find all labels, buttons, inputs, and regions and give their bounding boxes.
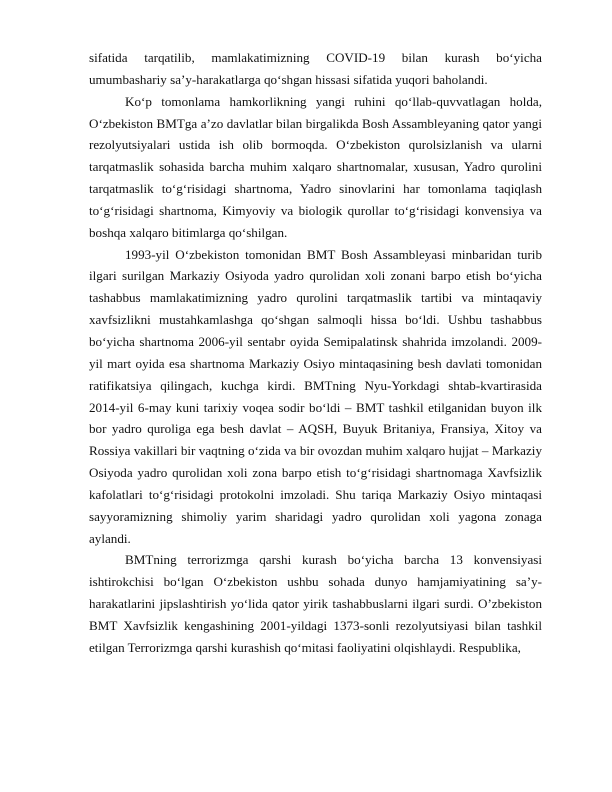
document-body	[89, 47, 542, 659]
paragraph-nuclear-free-zone: 1993-yil O‘zbekiston tomonidan BMT Bosh Assambleyasi minbaridan turib ilgari surilgan Markaziy Osiyoda yadro qurolidan xoli zonani barpo etish bo‘yicha tashabbus mamlakatimizning yadro qurolini tarqatmaslik tartibi va mintaqaviy xavfsizlikni mustahkamlashga qo‘shgan salmoqli hissa bo‘ldi. Ushbu tashabbus bo‘yicha shartnoma 2006-yil sentabr oyida Semipalatinsk shahrida imzolandi. 2009-yil mart oyida esa shartnoma Markaziy Osiyo mintaqasining besh davlati tomonidan ratifikatsiya qilingach, kuchga kirdi. BMTning Nyu-Yorkdagi shtab-kvartirasida 2014-yil 6-may kuni tarixiy voqea sodir bo‘ldi – BMT tashkil etilganidan buyon ilk bor yadro quroliga ega besh davlat – AQSH, Buyuk Britaniya, Fransiya, Xitoy va Rossiya vakillari bir vaqtning o‘zida va bir ovozdan muhim xalqaro hujjat – Markaziy Osiyoda yadro qurolidan xoli zona barpo etish to‘g‘risidagi shartnomaga Xavfsizlik kafolatlari to‘g‘risidagi protokolni imzoladi. Shu tariqa Markaziy Osiyo mintaqasi sayyoramizning shimoliy yarim sharidagi yadro qurolidan xoli yagona zonaga aylandi.	[89, 246, 542, 546]
paragraph-counter-terrorism: BMTning terrorizmga qarshi kurash bo‘yicha barcha 13 konvensiyasi ishtirokchisi bo‘lgan O‘zbekiston ushbu sohada dunyo hamjamiyatining sa’y-harakatlarini jipslashtirish yo‘lida qator yirik tashabbuslarni ilgari surdi. O’zbekiston BMT Xavfsizlik kengashining 2001-yildagi 1373-sonli rezolyutsiyasi bilan tashkil etilgan Terrorizmga qarshi kurashish qo‘mitasi faoliyatini olqishlaydi. Respublika,	[89, 552, 542, 655]
paragraph-multilateral-cooperation: Ko‘p tomonlama hamkorlikning yangi ruhini qo‘llab-quvvatlagan holda, O‘zbekiston BMTga a’zo davlatlar bilan birgalikda Bosh Assambleyaning qator yangi rezolyutsiyalari ustida ish olib bormoqda. O‘zbekiston qurolsizlanish va ularni tarqatmaslik sohasida barcha muhim xalqaro shartnomalar, xususan, Yadro qurolini tarqatmaslik to‘g‘risidagi shartnoma, Yadro sinovlarini har tomonlama taqiqlash to‘g‘risidagi shartnoma, Kimyoviy va biologik qurollar to‘g‘risidagi konvensiya va boshqa xalqaro bitimlarga qo‘shilgan.	[89, 93, 542, 240]
paragraph-continuation: sifatida tarqatilib, mamlakatimizning COVID-19 bilan kurash bo‘yicha umumbashariy sa’y-harakatlarga qo‘shgan hissasi sifatida yuqori baholandi.	[89, 50, 542, 87]
